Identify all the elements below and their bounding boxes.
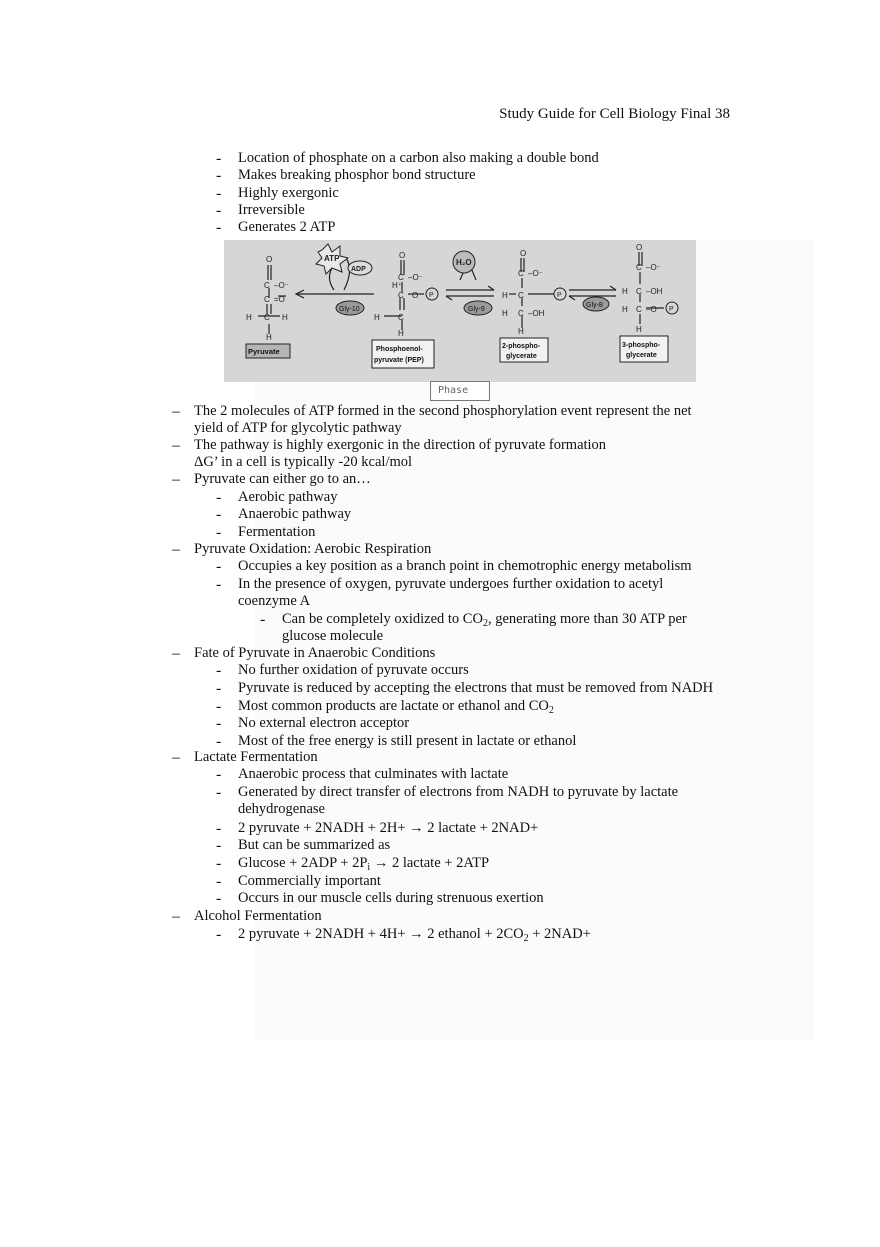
- molecule-label: pyruvate (PEP): [374, 357, 424, 364]
- svg-text:P: P: [669, 306, 674, 313]
- svg-text:H: H: [622, 287, 628, 296]
- bullet-dash: -: [216, 185, 222, 202]
- svg-text:P: P: [557, 292, 562, 299]
- adp-label: ADP: [351, 266, 366, 273]
- svg-text:O: O: [412, 291, 419, 300]
- body-line: Pyruvate is reduced by accepting the electrons that must be removed from NADH: [238, 680, 714, 696]
- svg-text:C: C: [398, 313, 404, 322]
- bullet-dash: -: [216, 837, 222, 854]
- body-line: [238, 926, 591, 943]
- bullet-dash: -: [216, 926, 222, 943]
- svg-text:C: C: [264, 295, 270, 304]
- svg-text:C: C: [636, 263, 642, 272]
- subscript: 2: [523, 933, 529, 944]
- svg-text:H: H: [398, 329, 404, 338]
- svg-text:C: C: [398, 273, 404, 282]
- svg-text:–OH: –OH: [528, 309, 545, 318]
- bullet-dash: -: [216, 489, 222, 506]
- body-line: [238, 698, 554, 715]
- body-line: In the presence of oxygen, pyruvate undergoes further oxidation to acetyl: [238, 576, 664, 592]
- body-line: Anaerobic pathway: [238, 506, 352, 522]
- body-line: No external electron acceptor: [238, 715, 410, 731]
- svg-text:H: H: [282, 313, 288, 322]
- bullet-dash: -: [216, 873, 222, 890]
- body-line: Most of the free energy is still present in lactate or ethanol: [238, 733, 577, 749]
- text-segment: 2 pyruvate + 2NADH + 4H+ → 2 ethanol + 2CO: [238, 926, 524, 942]
- molecule-label: glycerate: [506, 353, 537, 360]
- svg-text:–O⁻: –O⁻: [528, 269, 543, 278]
- bullet-dash: -: [216, 698, 222, 715]
- intro-bullet: Makes breaking phosphor bond structure: [238, 167, 476, 183]
- molecule-label: 2-phospho-: [502, 343, 541, 350]
- svg-text:C: C: [264, 281, 270, 290]
- bullet-endash: –: [172, 749, 180, 766]
- bullet-dash: -: [216, 167, 222, 184]
- svg-text:H: H: [374, 313, 380, 322]
- text-segment: → 2 lactate + 2ATP: [370, 855, 490, 871]
- body-line: But can be summarized as: [238, 837, 391, 853]
- svg-text:H: H: [266, 333, 272, 342]
- svg-text:–O⁻: –O⁻: [408, 273, 423, 282]
- intro-bullet: Irreversible: [238, 202, 305, 218]
- body-line: Fate of Pyruvate in Anaerobic Conditions: [194, 645, 436, 661]
- bullet-dash: -: [216, 890, 222, 907]
- glycolysis-diagram: [224, 240, 696, 382]
- molecule-label: Pyruvate: [248, 347, 280, 356]
- page-header: Study Guide for Cell Biology Final 38: [499, 106, 730, 122]
- bullet-dash: -: [216, 680, 222, 697]
- intro-bullet: Location of phosphate on a carbon also making a double bond: [238, 150, 599, 166]
- body-line: Occupies a key position as a branch point in chemotrophic energy metabolism: [238, 558, 692, 574]
- body-line: dehydrogenase: [238, 801, 325, 817]
- body-line: Anaerobic process that culminates with lactate: [238, 766, 509, 782]
- bullet-dash: -: [216, 558, 222, 575]
- svg-text:H: H: [622, 305, 628, 314]
- svg-text:–O⁻: –O⁻: [646, 263, 661, 272]
- svg-text:C: C: [636, 305, 642, 314]
- body-line: Lactate Fermentation: [194, 749, 318, 765]
- svg-text:O: O: [266, 255, 273, 264]
- svg-text:–OH: –OH: [646, 287, 663, 296]
- bullet-dash: -: [216, 219, 222, 236]
- svg-text:H: H: [246, 313, 252, 322]
- bullet-endash: –: [172, 908, 180, 925]
- bullet-endash: –: [172, 645, 180, 662]
- bullet-dash: -: [216, 662, 222, 679]
- molecule-label: glycerate: [626, 352, 657, 359]
- svg-text:H⁺: H⁺: [392, 281, 402, 290]
- svg-text:H: H: [518, 327, 524, 336]
- subscript: 2: [548, 705, 554, 716]
- body-line: Pyruvate can either go to an…: [194, 471, 371, 487]
- body-line: No further oxidation of pyruvate occurs: [238, 662, 469, 678]
- text-segment: Can be completely oxidized to CO: [282, 611, 483, 627]
- body-line: Generated by direct transfer of electrons from NADH to pyruvate by lactate: [238, 784, 679, 800]
- svg-text:O: O: [399, 251, 406, 260]
- svg-text:C: C: [636, 287, 642, 296]
- bullet-endash: –: [172, 403, 180, 420]
- bullet-dash: -: [216, 524, 222, 541]
- bullet-endash: –: [172, 541, 180, 558]
- enzyme-label: Gly-9: [468, 306, 485, 313]
- subscript: i: [367, 862, 371, 873]
- svg-text:–O: –O: [646, 305, 657, 314]
- body-line: The pathway is highly exergonic in the direction of pyruvate formation: [194, 437, 607, 453]
- body-line: Fermentation: [238, 524, 316, 540]
- svg-text:C: C: [518, 291, 524, 300]
- text-segment: Glucose + 2ADP + 2P: [238, 855, 368, 871]
- body-line: Occurs in our muscle cells during strenuous exertion: [238, 890, 544, 906]
- bullet-dash: -: [216, 766, 222, 783]
- bullet-dash: -: [216, 855, 222, 872]
- svg-text:C: C: [398, 291, 404, 300]
- water-label: H₂O: [456, 258, 472, 267]
- bullet-endash: –: [172, 471, 180, 488]
- svg-text:=O: =O: [274, 295, 285, 304]
- bullet-dash: -: [216, 506, 222, 523]
- body-line: 2 pyruvate + 2NADH + 2H+ → 2 lactate + 2NAD+: [238, 820, 539, 836]
- subscript: 2: [482, 618, 488, 629]
- svg-text:C: C: [518, 269, 524, 278]
- svg-text:H: H: [636, 325, 642, 334]
- glycolysis-figure: [224, 240, 696, 382]
- bullet-dash: -: [216, 202, 222, 219]
- bullet-dash: -: [216, 150, 222, 167]
- text-segment: Most common products are lactate or ethanol and CO: [238, 698, 549, 714]
- body-line: yield of ATP for glycolytic pathway: [194, 420, 402, 436]
- body-line: Aerobic pathway: [238, 489, 338, 505]
- bullet-dash: -: [260, 611, 266, 628]
- body-line: [238, 855, 489, 872]
- svg-text:P: P: [429, 292, 434, 299]
- bullet-dash: -: [216, 820, 222, 837]
- svg-text:H: H: [502, 291, 508, 300]
- bullet-dash: -: [216, 733, 222, 750]
- body-line: glucose molecule: [282, 628, 384, 644]
- enzyme-label: Gly-8: [586, 302, 603, 309]
- bullet-dash: -: [216, 784, 222, 801]
- svg-text:–O⁻: –O⁻: [274, 281, 289, 290]
- body-line: The 2 molecules of ATP formed in the second phosphorylation event represent the net: [194, 403, 692, 419]
- svg-text:H: H: [502, 309, 508, 318]
- bullet-endash: –: [172, 437, 180, 454]
- body-line: Alcohol Fermentation: [194, 908, 322, 924]
- body-line: ΔG’ in a cell is typically -20 kcal/mol: [194, 454, 413, 470]
- body-line: coenzyme A: [238, 593, 311, 609]
- bullet-dash: -: [216, 576, 222, 593]
- text-segment: , generating more than 30 ATP per: [487, 611, 687, 627]
- intro-bullet: Generates 2 ATP: [238, 219, 336, 235]
- body-line: Commercially important: [238, 873, 381, 889]
- figure-caption: Phase: [430, 381, 490, 401]
- svg-text:C: C: [264, 313, 270, 322]
- molecule-label: 3-phospho-: [622, 342, 661, 349]
- svg-text:O: O: [636, 243, 643, 252]
- molecule-label: Phosphoenol-: [376, 346, 423, 353]
- body-line: Pyruvate Oxidation: Aerobic Respiration: [194, 541, 432, 557]
- svg-text:O: O: [520, 249, 527, 258]
- svg-text:C: C: [518, 309, 524, 318]
- text-segment: + 2NAD+: [528, 926, 591, 942]
- body-line: [282, 611, 687, 628]
- intro-bullet: Highly exergonic: [238, 185, 339, 201]
- enzyme-label: Gly-10: [339, 306, 360, 313]
- atp-label: ATP: [324, 254, 340, 263]
- bullet-dash: -: [216, 715, 222, 732]
